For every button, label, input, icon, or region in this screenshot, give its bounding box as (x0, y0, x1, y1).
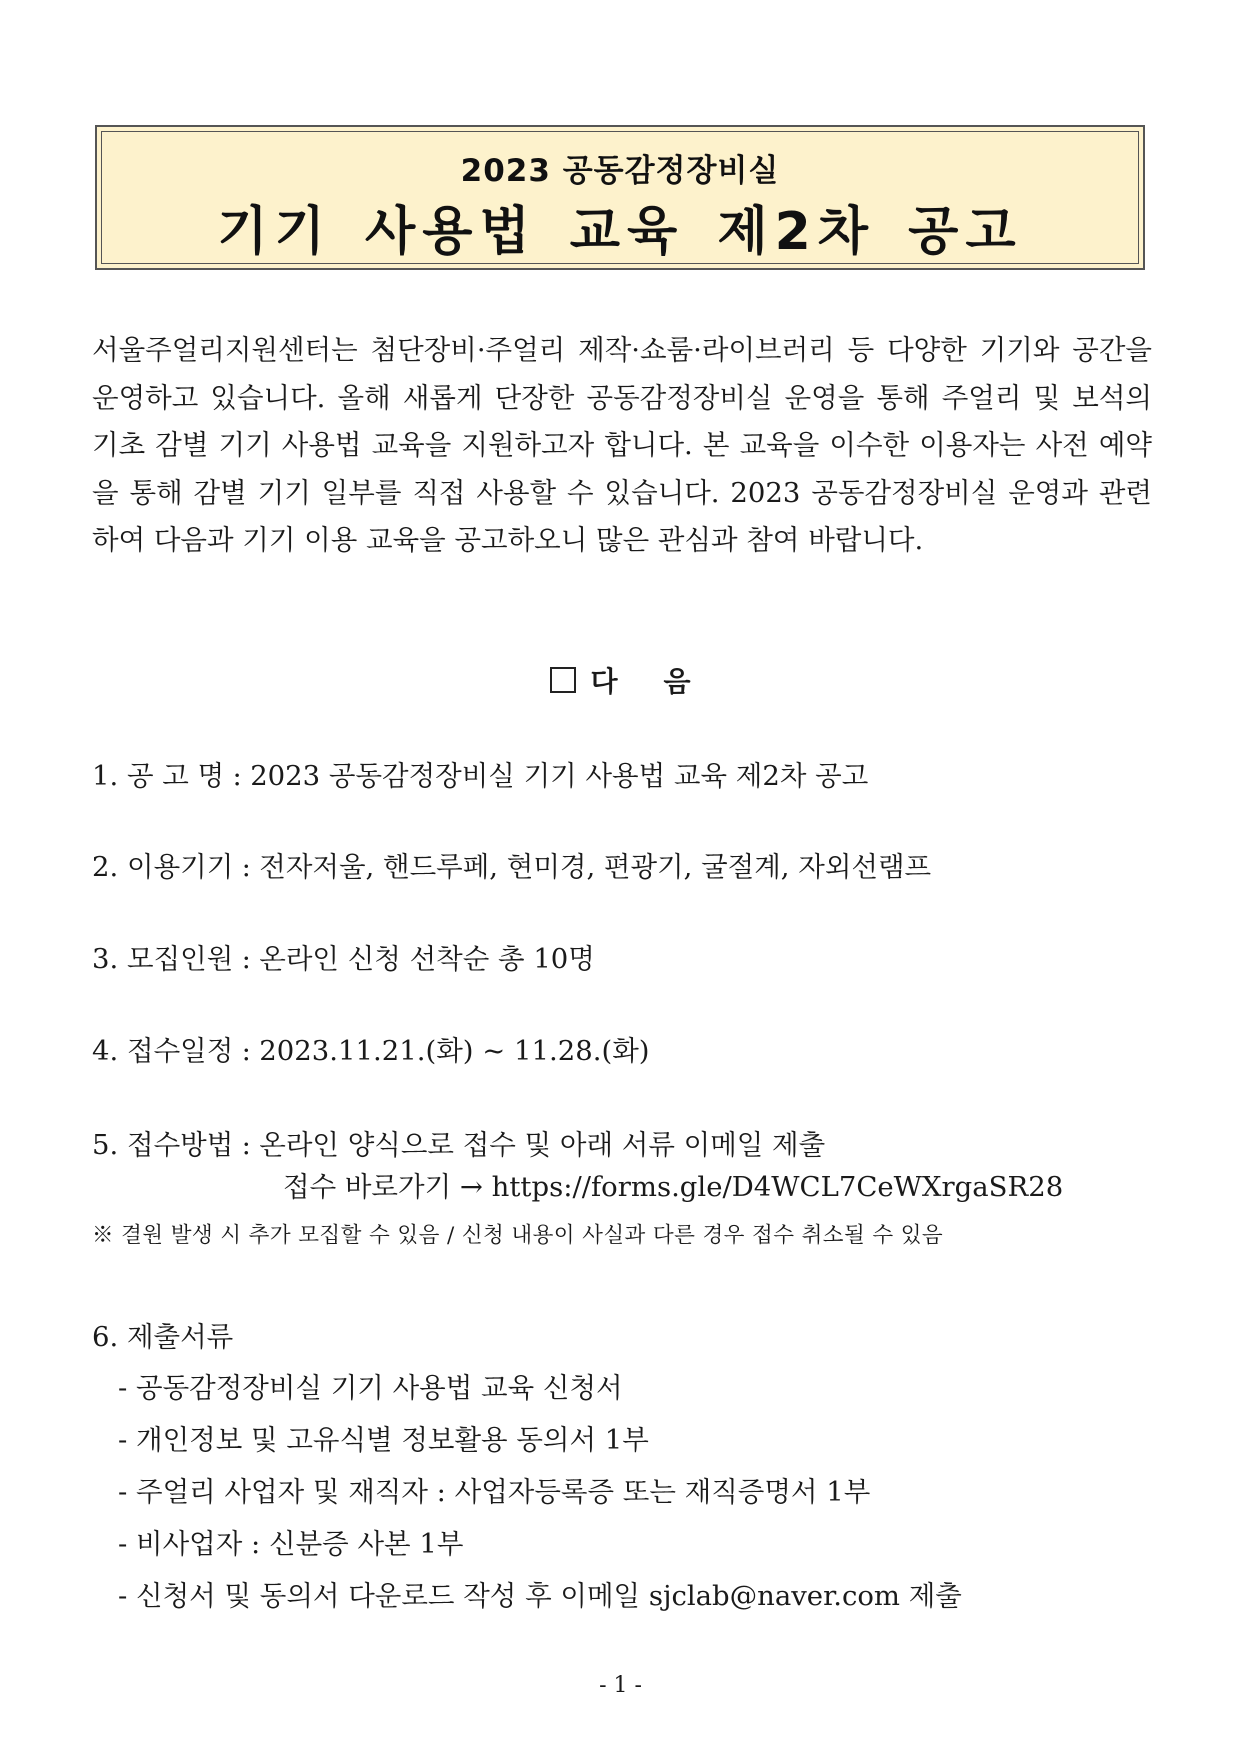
item-separator: : (232, 760, 242, 792)
title-line-1: 2023 공동감정장비실 (460, 153, 780, 189)
notice-note: ※ 결원 발생 시 추가 모집할 수 있음 / 신청 내용이 사실과 다른 경우 접수 취소될 수 있음 (92, 1223, 944, 1248)
item-title (92, 753, 868, 793)
heading-word-2: 음 (663, 665, 691, 698)
item-label: 모집인원 (127, 943, 234, 975)
documents-heading: 6. 제출서류 (92, 1321, 234, 1353)
item-separator: : (241, 1035, 251, 1067)
item-value: 온라인 양식으로 접수 및 아래 서류 이메일 제출 (259, 1129, 826, 1161)
page-number: - 1 - (599, 1673, 642, 1698)
title-line-2: 기기 사용법 교육 제2차 공고 (217, 202, 1023, 262)
item-number: 4. (92, 1035, 119, 1067)
document-item: - 신청서 및 동의서 다운로드 작성 후 이메일 sjclab@naver.com 제출 (118, 1580, 962, 1612)
shortcut-link[interactable]: https://forms.gle/D4WCL7CeWXrgaSR28 (491, 1171, 1064, 1203)
item-label: 공 고 명 (127, 760, 225, 792)
document-item: - 비사업자 : 신분증 사본 1부 (118, 1528, 464, 1560)
item-number: 3. (92, 943, 119, 975)
section-heading (0, 660, 1241, 700)
item-number: 5. (92, 1129, 119, 1161)
document-item: - 개인정보 및 고유식별 정보활용 동의서 1부 (118, 1424, 649, 1456)
document-item: - 주얼리 사업자 및 재직자 : 사업자등록증 또는 재직증명서 1부 (118, 1476, 871, 1508)
shortcut-label: 접수 바로가기 → (283, 1171, 483, 1203)
document-item: - 공동감정장비실 기기 사용법 교육 신청서 (118, 1372, 623, 1404)
item-value: 2023.11.21.(화) ~ 11.28.(화) (259, 1035, 650, 1067)
item-number: 1. (92, 760, 119, 792)
item-label: 접수일정 (127, 1035, 234, 1067)
checkbox-square-icon (550, 667, 576, 693)
item-recruitment (92, 936, 595, 976)
item-label: 이용기기 (127, 851, 234, 883)
heading-word-1: 다 (590, 665, 618, 698)
item-value: 온라인 신청 선착순 총 10명 (259, 943, 595, 975)
item-devices (92, 844, 931, 884)
item-value: 전자저울, 핸드루페, 현미경, 편광기, 굴절계, 자외선램프 (259, 851, 932, 883)
item-number: 2. (92, 851, 119, 883)
item-separator: : (241, 943, 251, 975)
item-schedule (92, 1028, 650, 1068)
item-separator: : (241, 1129, 251, 1161)
item-separator: : (241, 851, 251, 883)
item-label: 접수방법 (127, 1129, 234, 1161)
item-value: 2023 공동감정장비실 기기 사용법 교육 제2차 공고 (250, 760, 869, 792)
shortcut-line (283, 1164, 1063, 1204)
item-method (92, 1122, 825, 1162)
title-box (95, 125, 1145, 270)
intro-paragraph: 서울주얼리지원센터는 첨단장비·주얼리 제작·쇼룸·라이브러리 등 다양한 기기와 공간을 운영하고 있습니다. 올해 새롭게 단장한 공동감정장비실 운영을 통해 주얼리 및 보석의 기초 감별 기기 사용법 교육을 지원하고자 합니다. 본 교육을 이수한 이용자는 사전 예약을 통해 감별 기기 일부를 직접 사용할 수 있습니다. 2023 공동감정장비실 운영과 관련하여 다음과 기기 이용 교육을 공고하오니 많은 관심과 참여 바랍니다. (92, 334, 1152, 556)
